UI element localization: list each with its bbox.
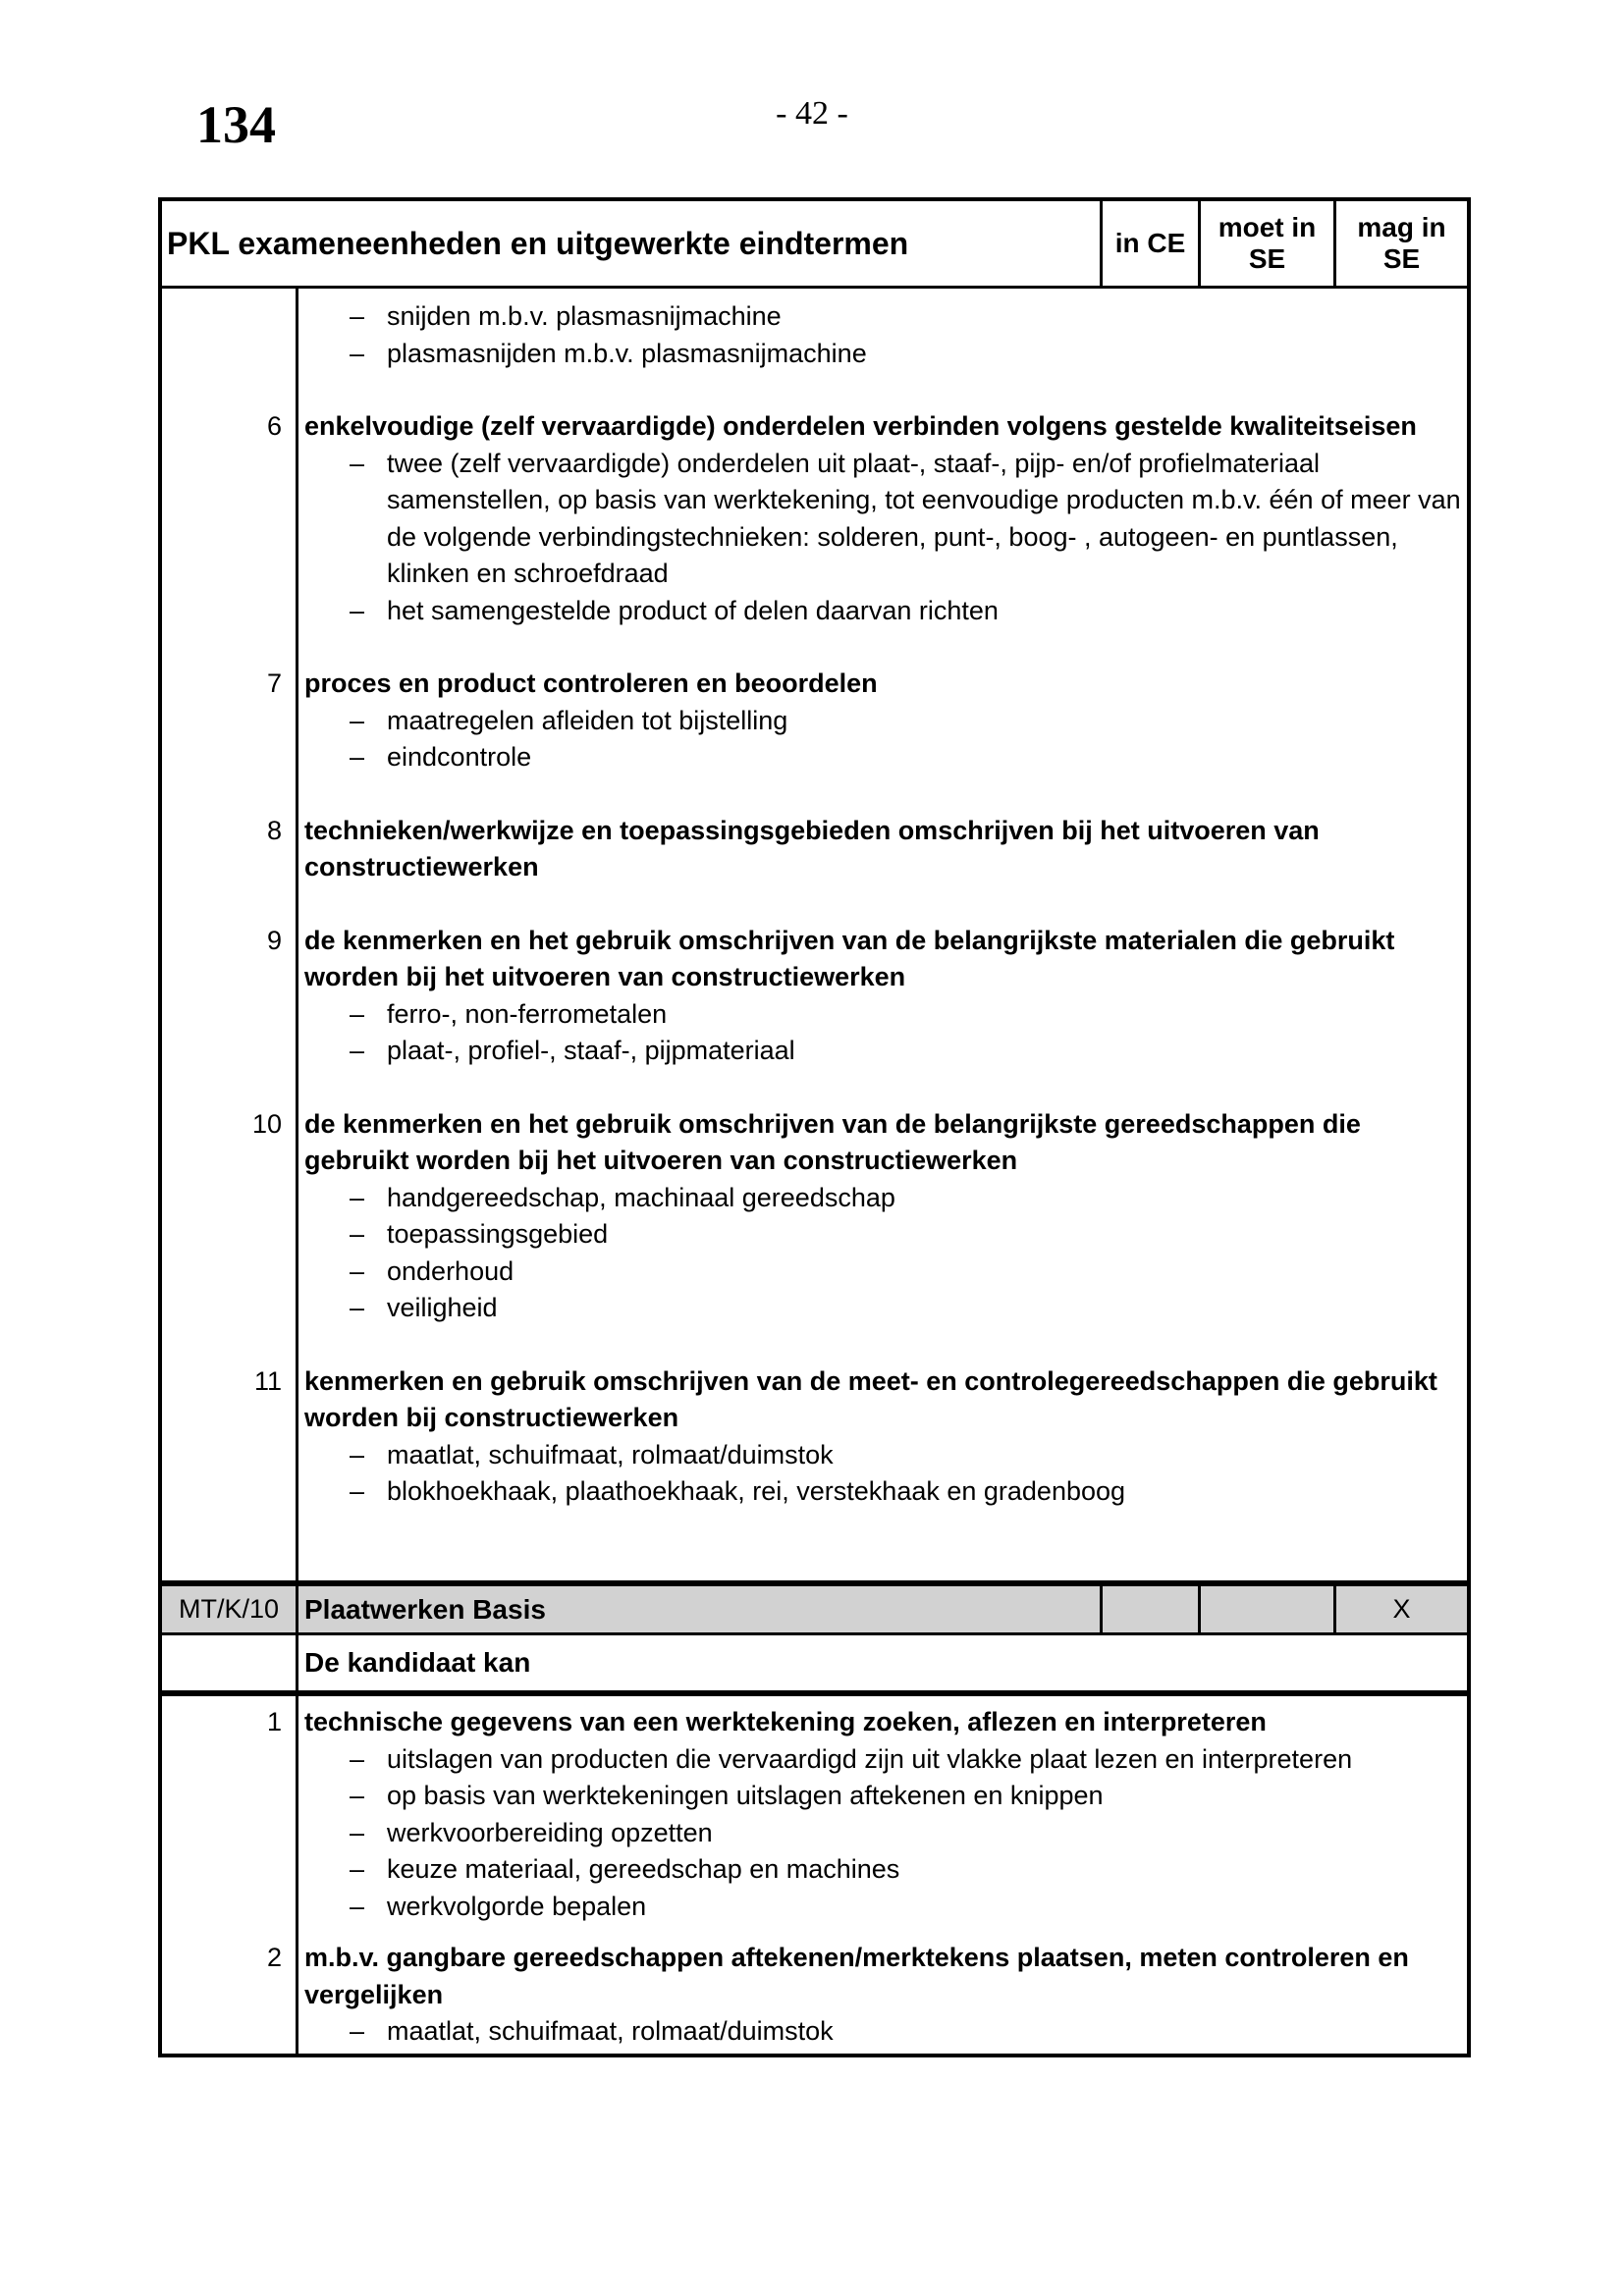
bullet-text: op basis van werktekeningen uitslagen aftekenen en knippen [387,1781,1104,1810]
bullet-text: blokhoekhaak, plaathoekhaak, rei, verstekhaak en gradenboog [387,1476,1126,1506]
bullet-text: maatregelen afleiden tot bijstelling [387,705,788,735]
bullet-item [304,298,1463,336]
item-number: 7 [266,668,282,698]
bullet-text: handgereedschap, machinaal gereedschap [387,1182,895,1212]
dash-marker: – [350,1891,365,1921]
bullet-item [304,446,1463,593]
bullet-item [304,1216,1463,1254]
bullet-item [304,1778,1463,1815]
item-content [298,1940,1467,2051]
item-row [162,408,1467,629]
item-number: 11 [253,1365,282,1396]
dash-marker: – [350,595,365,625]
item-content [298,1106,1467,1327]
bullet-item [304,593,1463,630]
dash-marker: – [350,1293,365,1322]
bullet-text: ferro-, non-ferrometalen [387,998,668,1029]
item-content [298,1363,1467,1511]
bullet-item [304,1473,1463,1511]
dash-marker: – [350,1255,365,1286]
bullet-item [304,1033,1463,1070]
bullet-item [304,336,1463,373]
bullet-item [304,2013,1463,2051]
item-row [162,1106,1467,1327]
item-row [162,1363,1467,1511]
dash-marker: – [350,2016,365,2046]
band-cell-moet-in-se [1201,1586,1336,1632]
bullet-text: eindcontrole [387,742,532,772]
item-row [162,923,1467,1070]
dash-marker: – [350,705,365,735]
dash-marker: – [350,1743,365,1774]
bullet-text: onderhoud [387,1255,514,1286]
bullet-text: maatlat, schuifmaat, rolmaat/duimstok [387,1439,834,1469]
page-number-center: - 42 - [776,95,848,132]
dash-marker: – [350,1476,365,1506]
bullet-item [304,1180,1463,1217]
bullet-text: toepassingsgebied [387,1219,609,1249]
item-content [298,298,1467,372]
dash-marker: – [350,301,365,331]
subheader-row [162,1635,1467,1696]
item-title: technieken/werkwijze en toepassingsgebieden omschrijven bij het uitvoeren van constructiewerken [304,815,1320,881]
bullet-text: maatlat, schuifmaat, rolmaat/duimstok [387,2016,834,2046]
section-code: MT/K/10 [162,1586,298,1632]
column-header-in-ce: in CE [1103,201,1201,286]
eindtermen-table [158,197,1471,2057]
bullet-text: plasmasnijden m.b.v. plasmasnijmachine [387,338,867,368]
item-number: 9 [266,925,282,955]
item-number: 8 [266,815,282,845]
table-title: PKL exameneenheden en uitgewerkte eindtermen [162,201,1103,286]
dash-marker: – [350,1219,365,1249]
dash-marker: – [350,338,365,368]
subheader-number-spacer [162,1635,298,1690]
dash-marker: – [350,448,365,478]
bullet-text: werkvolgorde bepalen [387,1891,647,1921]
item-title: technische gegevens van een werktekening zoeken, aflezen en interpreteren [304,1707,1267,1736]
item-number: 10 [251,1108,282,1139]
item-content [298,813,1467,886]
item-content [298,923,1467,1070]
item-content [298,1704,1467,1925]
bullet-text: keuze materiaal, gereedschap en machines [387,1854,900,1884]
item-number [162,298,296,372]
bullet-item [304,1290,1463,1327]
subheader-text: De kandidaat kan [304,1647,531,1679]
dash-marker: – [350,742,365,772]
section-title: Plaatwerken Basis [298,1586,1103,1632]
item-row [162,813,1467,886]
item-row [162,298,1467,372]
bullet-text: werkvoorbereiding opzetten [387,1817,713,1847]
bullet-item [304,1889,1463,1926]
dash-marker: – [350,1036,365,1065]
item-title: de kenmerken en het gebruik omschrijven van de belangrijkste materialen die gebruikt worden bij het uitvoeren van constructiewerken [304,925,1395,991]
item-row [162,1704,1467,1925]
bullet-item [304,703,1463,740]
bullet-item [304,739,1463,776]
bullet-text: snijden m.b.v. plasmasnijmachine [387,301,782,331]
dash-marker: – [350,1182,365,1212]
column-header-mag-in-se: mag in SE [1357,212,1446,274]
bullet-text: uitslagen van producten die vervaardigd zijn uit vlakke plaat lezen en interpreteren [387,1743,1353,1774]
table-header-row [162,201,1467,289]
band-cell-in-ce [1103,1586,1201,1632]
item-row [162,666,1467,776]
item-row [162,1940,1467,2051]
dash-marker: – [350,1781,365,1810]
item-number: 1 [266,1707,282,1736]
bullet-item [304,1851,1463,1889]
item-content [298,408,1467,629]
item-title: de kenmerken en het gebruik omschrijven van de belangrijkste gereedschappen die gebruikt worden bij het uitvoeren van constructiewerken [304,1108,1361,1175]
item-title: kenmerken en gebruik omschrijven van de meet- en controlegereedschappen die gebruikt worden bij constructiewerken [304,1365,1437,1432]
bullet-item [304,1815,1463,1852]
dash-marker: – [350,1439,365,1469]
item-number: 6 [266,411,282,441]
bullet-text: het samengestelde product of delen daarvan richten [387,595,999,625]
dash-marker: – [350,1817,365,1847]
bullet-text: plaat-, profiel-, staaf-, pijpmateriaal [387,1036,795,1065]
item-title: m.b.v. gangbare gereedschappen aftekenen/merktekens plaatsen, meten controleren en vergelijken [304,1943,1409,2009]
item-content [298,666,1467,776]
page-number-left: 134 [196,95,276,154]
bullet-text: veiligheid [387,1293,498,1322]
items-block-upper [162,289,1467,1586]
dash-marker: – [350,998,365,1029]
item-number: 2 [266,1943,282,1972]
items-block-lower [162,1696,1467,2054]
section-band-row [162,1586,1467,1635]
dash-marker: – [350,1854,365,1884]
bullet-item [304,996,1463,1034]
column-header-moet-in-se: moet in SE [1201,201,1336,286]
bullet-item [304,1741,1463,1779]
bullet-item [304,1437,1463,1474]
bullet-item [304,1254,1463,1291]
bullet-text: twee (zelf vervaardigde) onderdelen uit plaat-, staaf-, pijp- en/of profielmateriaal samenstellen, op basis van werktekening, tot eenvoudige producten m.b.v. één of meer van de volgende verbindingstechnieken: solderen, punt-, boog- , autogeen- en puntlassen, klinken en schroefdraad [387,448,1461,588]
band-cell-mag-in-se: X [1392,1593,1411,1624]
item-title: enkelvoudige (zelf vervaardigde) onderdelen verbinden volgens gestelde kwaliteitseisen [304,411,1417,441]
item-title: proces en product controleren en beoordelen [304,668,878,698]
